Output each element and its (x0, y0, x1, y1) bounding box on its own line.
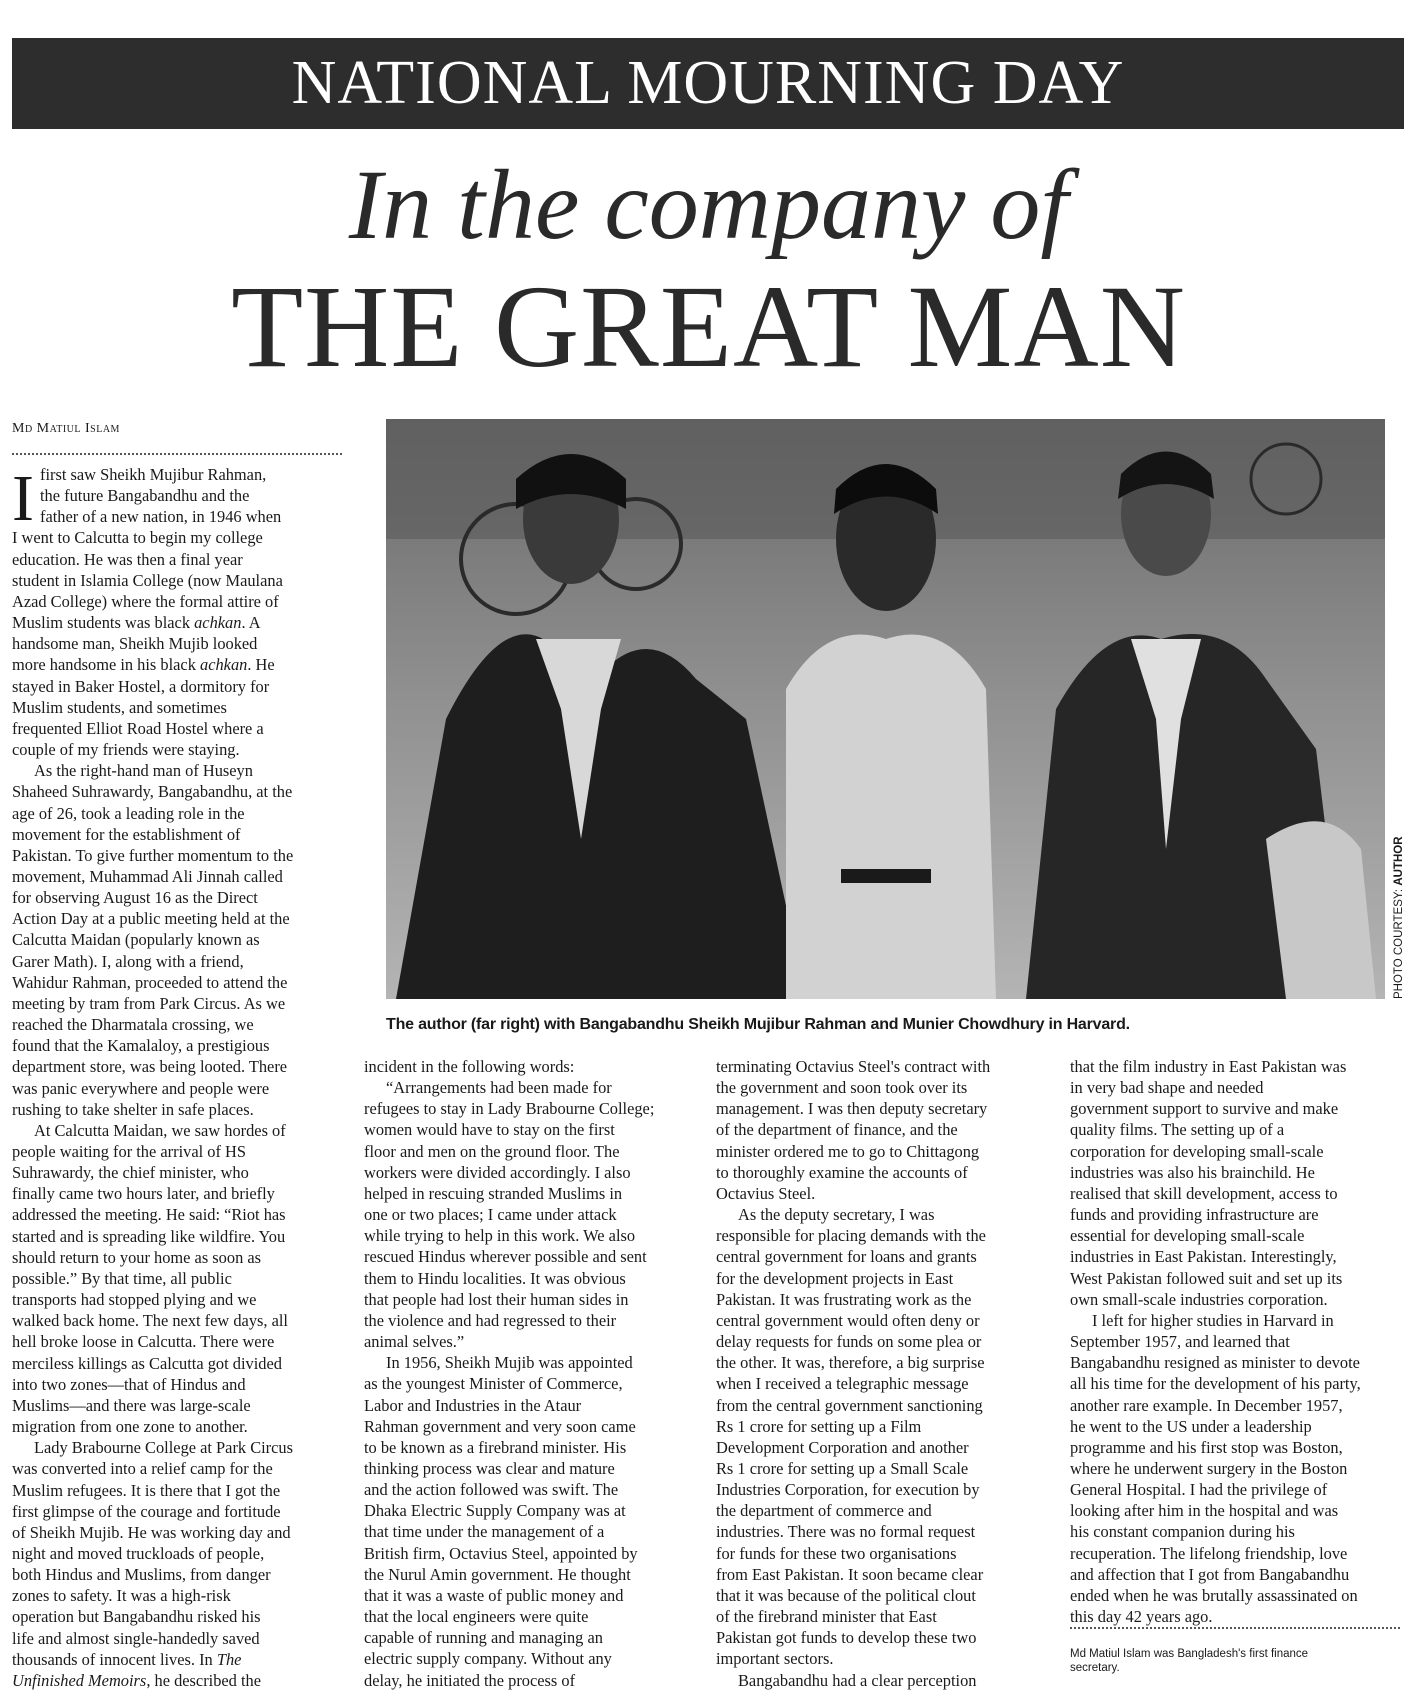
headline-line-1: In the company of (348, 149, 1069, 260)
byline-divider (12, 453, 342, 455)
paragraph: As the deputy secretary, I was responsible for placing demands with the central government for loans and grants for the development projects in East Pakistan. It was frustrating work as the central government would often deny or delay requests for funds on some plea or the other. It was, therefore, a big surprise when I received a telegraphic message from the central government sanctioning Rs 1 crore for setting up a Film Development Corporation and another Rs 1 crore for setting up a Small Scale Industries Corporation, for execution by the department of commerce and industries. There was no formal request for funds for these two organisations from East Pakistan. It soon became clear that it was because of the political clout of the firebrand minister that East Pakistan got funds to develop these two important sectors. (716, 1205, 986, 1669)
byline: Md Matiul Islam (12, 421, 120, 436)
article-photo (386, 419, 1385, 999)
paragraph: “Arrangements had been made for refugees to stay in Lady Brabourne College; women would have to stay on the first floor and men on the ground floor. The workers were divided accordingly. I also helped in rescuing stranded Muslims in one or two places; I came under attack while trying to help in this work. We also rescued Hindus wherever possible and sent them to Hindu localities. It was obvious that people had lost their human sides in the violence and had regressed to their animal selves.” (364, 1078, 655, 1352)
paragraph: I first saw Sheikh Mujibur Rahman, the future Bangabandhu and the father of a new nation, in 1946 when I went to Calcutta to begin my college education. He was then a final year student in Islamia College (now Maulana Azad College) where the formal attire of Muslim students was black achkan. A handsome man, Sheikh Mujib looked more handsome in his black achkan. He stayed in Baker Hostel, a dormitory for Muslim students, and sometimes frequented Elliot Road Hostel where a couple of my friends were staying. (12, 462, 283, 760)
article-column-3 (716, 1056, 1052, 1691)
drop-cap: I (12, 462, 34, 535)
paragraph: Bangabandhu had a clear perception (738, 1670, 977, 1690)
article-column-1 (12, 464, 344, 1691)
paragraph: In 1956, Sheikh Mujib was appointed as the youngest Minister of Commerce, Labor and Industries in the Ataur Rahman government and very soon came to be known as a firebrand minister. His thinking process was clear and mature and the action followed was swift. The Dhaka Electric Supply Company was at that time under the management of a British firm, Octavius Steel, appointed by the Nurul Amin government. He thought that it was a waste of public money and that the local engineers were quite capable of running and managing an electric supply company. Without any delay, he initiated the process of (364, 1353, 638, 1690)
paragraph: As the right-hand man of Huseyn Shaheed Suhrawardy, Bangabandhu, at the age of 26, took a leading role in the movement for the establishment of Pakistan. To give further momentum to the movement, Muhammad Ali Jinnah called for observing August 16 as the Direct Action Day at a public meeting held at the Calcutta Maidan (popularly known as Garer Math). I, along with a friend, Wahidur Rahman, proceeded to attend the meeting by tram from Park Circus. As we reached the Dharmatala crossing, we found that the Kamalaloy, a prestigious department store, was being looted. There was panic everywhere and people were rushing to take shelter in safe places. (12, 761, 294, 1119)
photo-credit: PHOTO COURTESY: AUTHOR (1393, 836, 1405, 999)
footnote-divider (1070, 1627, 1400, 1629)
article-column-4 (1070, 1056, 1406, 1627)
paragraph: At Calcutta Maidan, we saw hordes of people waiting for the arrival of HS Suhrawardy, the chief minister, who finally came two hours later, and briefly addressed the meeting. He said: “Riot has started and is spreading like wildfire. You should return to your home as soon as possible.” By that time, all public transports had stopped plying and we walked back home. The next few days, all hell broke loose in Calcutta. There were merciless killings as Calcutta got divided into two zones—that of Hindus and Muslims—and there was large-scale migration from one zone to another. (12, 1120, 288, 1437)
article-column-2 (364, 1056, 700, 1691)
paragraph: that the film industry in East Pakistan was in very bad shape and needed government support to survive and make quality films. The setting up of a corporation for developing small-scale industries was also his brainchild. He realised that skill development, access to funds and providing infrastructure are essential for developing small-scale industries in East Pakistan. Interestingly, West Pakistan followed suit and set up its own small-scale industries corporation. (1070, 1057, 1347, 1309)
headline-line-2: THE GREAT MAN (231, 261, 1186, 392)
author-footnote: Md Matiul Islam was Bangladesh's first finance secretary. (1070, 1648, 1309, 1674)
paragraph: incident in the following words: (364, 1057, 575, 1076)
photo-image (386, 419, 1385, 999)
paragraph: Lady Brabourne College at Park Circus was converted into a relief camp for the Muslim refugees. It is there that I got the first glimpse of the courage and fortitude of Sheikh Mujib. He was working day and night and moved truckloads of people, both Hindus and Muslims, from danger zones to safety. It was a high-risk operation but Bangabandhu risked his life and almost single-handedly saved thousands of innocent lives. In The Unfinished Memoirs, he described the (12, 1438, 293, 1690)
photo-caption: The author (far right) with Bangabandhu Sheikh Mujibur Rahman and Munier Chowdhury in Harvard. (386, 1016, 1130, 1033)
section-kicker: NATIONAL MOURNING DAY (12, 38, 1404, 129)
paragraph: I left for higher studies in Harvard in September 1957, and learned that Bangabandhu resigned as minister to devote all his time for the development of his party, another rare example. In December 1957, he went to the US under a leadership programme and his first stop was Boston, where he underwent surgery in the Boston General Hospital. I had the privilege of looking after him in the hospital and was his constant companion during his recuperation. The lifelong friendship, love and affection that I got from Bangabandhu ended when he was brutally assassinated on this day 42 years ago. (1070, 1310, 1361, 1627)
paragraph: terminating Octavius Steel's contract with the government and soon took over its management. I was then deputy secretary of the department of finance, and the minister ordered me to go to Chittagong to thoroughly examine the accounts of Octavius Steel. (716, 1057, 991, 1203)
